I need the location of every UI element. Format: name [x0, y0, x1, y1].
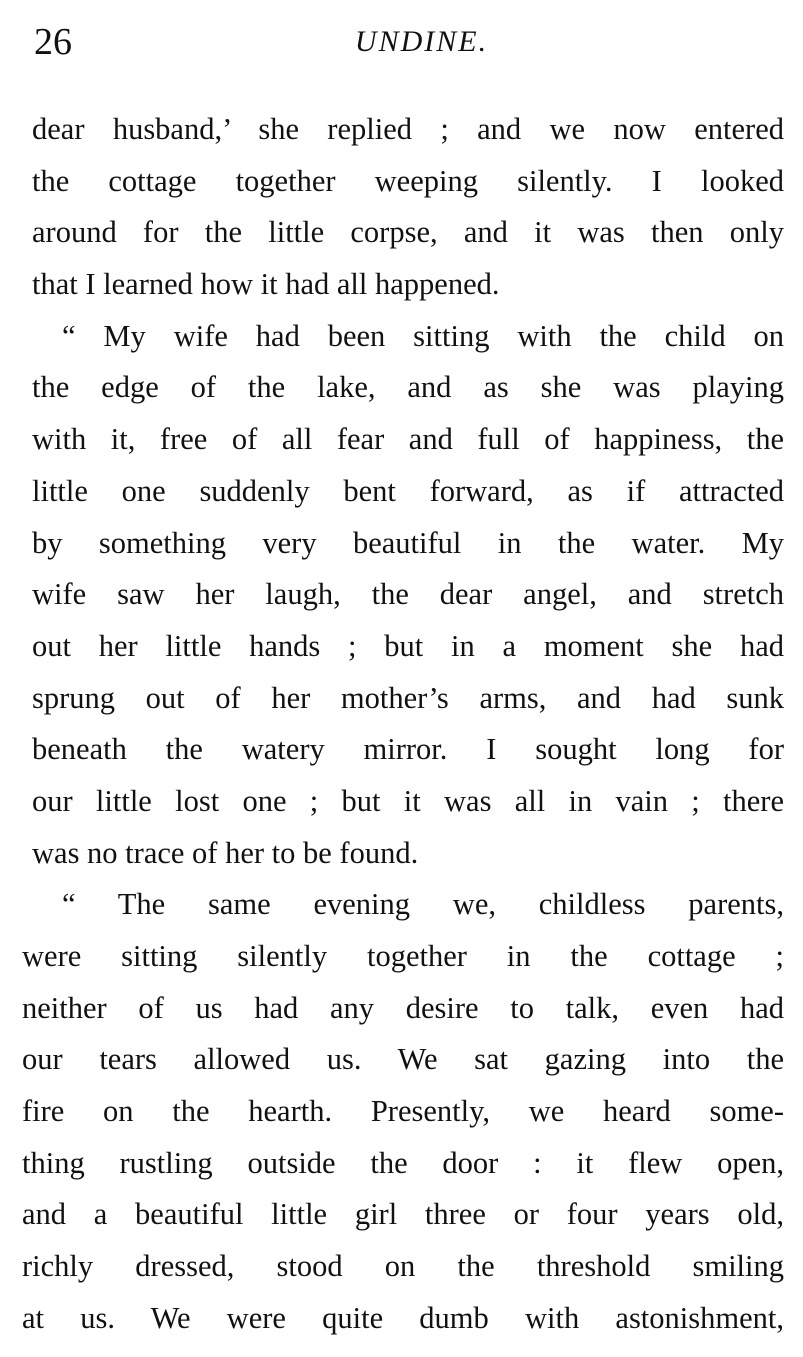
- text-line: richly dressed, stood on the threshold smiling: [22, 1249, 784, 1284]
- text-line: around for the little corpse, and it was then only: [32, 215, 784, 250]
- text-line: our little lost one ; but it was all in vain ; there: [32, 783, 784, 818]
- body-text: [22, 104, 784, 1345]
- text-line: neither of us had any desire to talk, even had: [22, 990, 784, 1025]
- text-line: out her little hands ; but in a moment she had: [32, 628, 784, 663]
- running-head: [30, 18, 773, 66]
- text-line: beneath the watery mirror. I sought long for: [32, 732, 784, 767]
- text-line: “ The same evening we, childless parents,: [62, 887, 784, 922]
- page-number: 26: [34, 21, 72, 63]
- text-line: sprung out of her mother’s arms, and had sunk: [32, 680, 784, 715]
- text-line: the cottage together weeping silently. I looked: [32, 163, 784, 198]
- text-line: wife saw her laugh, the dear angel, and stretch: [32, 577, 784, 612]
- text-line: with it, free of all fear and full of happiness, the: [32, 422, 784, 457]
- text-line: dear husband,’ she replied ; and we now entered: [32, 112, 784, 146]
- text-line: the edge of the lake, and as she was playing: [32, 370, 784, 405]
- running-title: UNDINE.: [354, 25, 489, 58]
- text-line: was no trace of her to be found.: [32, 835, 419, 870]
- text-line: fire on the hearth. Presently, we heard some-: [22, 1094, 784, 1129]
- text-line: were sitting silently together in the cottage ;: [22, 939, 784, 973]
- text-line: at us. We were quite dumb with astonishment,: [22, 1300, 784, 1335]
- text-line: little one suddenly bent forward, as if attracted: [32, 473, 784, 508]
- text-line: that I learned how it had all happened.: [32, 267, 500, 302]
- text-line: thing rustling outside the door : it flew open,: [22, 1145, 784, 1180]
- text-line: by something very beautiful in the water. My: [32, 525, 784, 560]
- text-line: and a beautiful little girl three or four years old,: [22, 1197, 784, 1232]
- text-line: our tears allowed us. We sat gazing into the: [22, 1042, 784, 1077]
- text-line: “ My wife had been sitting with the child on: [62, 318, 784, 353]
